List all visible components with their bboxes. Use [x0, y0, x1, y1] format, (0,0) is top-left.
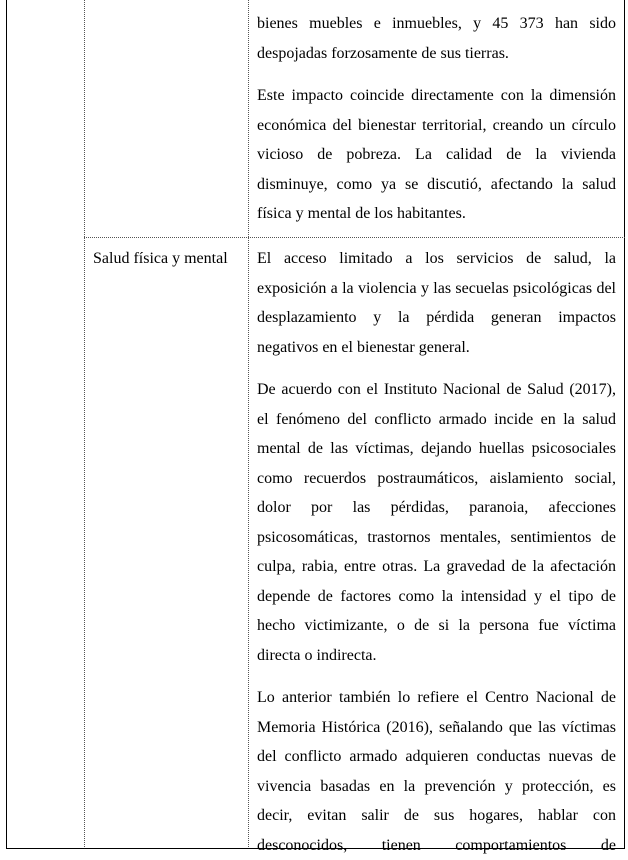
row-divider: [84, 237, 625, 238]
table-left-border: [6, 0, 7, 849]
row2-paragraph-3: Lo anterior también lo refiere el Centro Nacional de Memoria Histórica (2016), señalando que las víctimas del conflicto armado adquieren conductas nuevas de vivencia basadas en la prevención y protección, es decir, evitan salir de sus hogares, hablar con desconocidos, tienen comportamientos de: [257, 689, 616, 854]
row1-paragraph-2: Este impacto coincide directamente con la dimensión económica del bienestar territorial, creando un círculo vicioso de pobreza. La calidad de la vivienda disminuye, como ya se discutió, afectando la salud física y mental de los habitantes.: [257, 87, 616, 222]
table-right-border: [624, 0, 625, 849]
row1-paragraph-1: bienes muebles e inmuebles, y 45 373 han sido despojadas forzosamente de sus tierras.: [257, 15, 616, 62]
row2-category-label: Salud física y mental: [93, 250, 228, 267]
row2-paragraph-2: De acuerdo con el Instituto Nacional de Salud (2017), el fenómeno del conflicto armado incide en la salud mental de las víctimas, dejando huellas psicosociales como recuerdos postraumáticos, aislamiento social, dolor por las pérdidas, paranoia, afecciones psicosomáticas, trastornos mentales, sentimientos de culpa, rabia, entre otras. La gravedad de la afectación depende de factores como la intensidad y el tipo de hecho victimizante, o de si la persona fue víctima directa o indirecta.: [257, 381, 616, 664]
row2-content-cell: [257, 244, 616, 860]
row1-content-cell: [257, 9, 616, 229]
column-divider-2: [248, 0, 249, 849]
column-divider-1: [84, 0, 85, 849]
row2-paragraph-1: El acceso limitado a los servicios de salud, la exposición a la violencia y las secuelas psicológicas del desplazamiento y la pérdida generan impactos negativos en el bienestar general.: [257, 250, 616, 356]
